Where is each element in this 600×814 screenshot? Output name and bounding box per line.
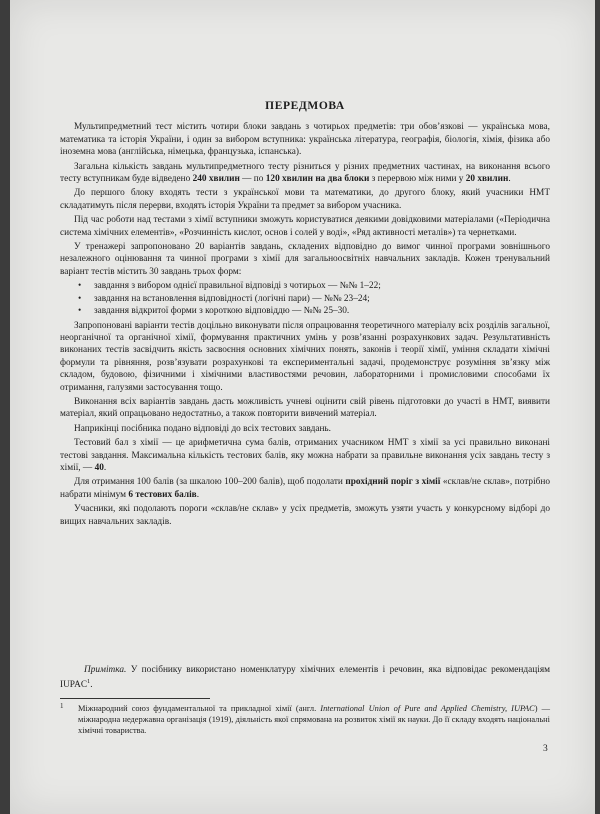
paragraph-passing-threshold: Для отримання 100 балів (за шкалою 100–200 балів), щоб подолати прохідний поріг з хімії «склав/не склав», потрібно набрати мінімум 6 тестових балів. [60, 477, 551, 500]
page-title: ПЕРЕДМОВА [265, 100, 345, 112]
paragraph-reference-materials: Під час роботи над тестами з хімії вступники зможуть користуватися деякими довідковими матеріалами («Періодична система хімічних елементів», «Розчинність кислот, основ і солей у воді», «Ряд активності металів») та чернетками. [60, 215, 550, 238]
note: Примітка. У посібнику використано номенклатуру хімічних елементів і речовин, яка відповідає рекомендаціям IUPAC$^1$. [60, 665, 550, 691]
paragraph-test-score: Тестовий бал з хімії — це арифметична сума балів, отриманих учасником НМТ з хімії за усі правильно виконані тестові завдання. Максимальна кількість тестових балів, яку можна набрати за правильне виконання усіх завдань тесту з хімії, — 40. [60, 438, 550, 473]
list-item: • завдання на встановлення відповідності (логічні пари) — №№ 23–24; [94, 293, 550, 305]
task-forms-list [60, 280, 550, 317]
book-page [10, 0, 595, 814]
list-item: • завдання відкритої форми з короткою відповіддю — №№ 25–30. [94, 305, 550, 317]
note-label: Примітка. [84, 665, 127, 675]
preface-body [60, 100, 550, 530]
paragraph-test-blocks: До першого блоку входять тести з української мови та математики, до другого блоку, який учасники НМТ складатимуть після перерви, входять історія України та предмет за вибором учасника. [60, 188, 550, 211]
paragraph-test-structure: Мультипредметний тест містить чотири блоки завдань з чотирьох предметів: три обов’язкові — українська мова, математика та історія України, і один за вибором вступника: українська література, географія, біологія, хімія, фізика або іноземна мова (англійська, німецька, французька, іспанська). [60, 122, 550, 158]
footnote-mark: 1 [60, 702, 64, 710]
paragraph-recommendations: Запропоновані варіанти тестів доцільно виконувати після опрацювання теоретичного матеріалу всіх розділів загальної, неорганічної та органічної хімії, формування практичних умінь у розв’язанні розрахункових задач. Результативність виконаних тестів засвідчить якість засвоєння основних хімічних понять, законів і теорії хімії, уміння складати хімічні формули та рівняння, розв’язувати розрахункові та експериментальні задачі, продемонструє розуміння зв’язку між складом, будовою, фізичними і хімічними властивостями речовин, лабораторними і промисловими способами їх отримання, галузями застосування тощо. [60, 320, 550, 393]
paragraph-test-duration: Загальна кількість завдань мультипредметного тесту різниться у різних предметних частинах, на виконання всього тесту вступникам буде відведено 240 хвилин — по 120 хвилин на два блоки з перервою між ними у 20 хвилин. [60, 161, 550, 185]
paragraph-self-assessment: Виконання всіх варіантів завдань дасть можливість учневі оцінити свій рівень підготовки до участі в НМТ, виявити матеріал, який опрацьовано недостатньо, а також повторити вивчений матеріал. [60, 396, 550, 420]
paragraph-competition: Учасники, які подолають пороги «склав/не склав» у усіх предметів, зможуть узяти участь у конкурсному відборі до вищих навчальних закладів. [60, 504, 550, 527]
footnote-divider [60, 698, 210, 699]
paragraph-answers: Наприкінці посібника подано відповіді до всіх тестових завдань. [74, 423, 331, 434]
footnote: 1 Міжнародний союз фундаментальної та прикладної хімії (англ. International Union of Pure and Applied Chemistry, IUPAC) — міжнародна недержавна організація (1919), діяльність якої спрямована на розвиток хімії як науки. До її складу входять національні хімічні товариства. [60, 702, 551, 735]
paragraph-variants: У тренажері запропоновано 20 варіантів завдань, складених відповідно до вимог чинної програми зовнішнього незалежного оцінювання та чинної програми з хімії для загальноосвітніх навчальних закладів. Кожен тренувальний варіант тестів містить 30 завдань трьох форм: [60, 242, 550, 277]
page-number: 3 [543, 744, 548, 754]
footnote-reference: 1 [87, 678, 91, 686]
list-item: • завдання з вибором однієї правильної відповіді з чотирьох — №№ 1–22; [94, 280, 550, 292]
